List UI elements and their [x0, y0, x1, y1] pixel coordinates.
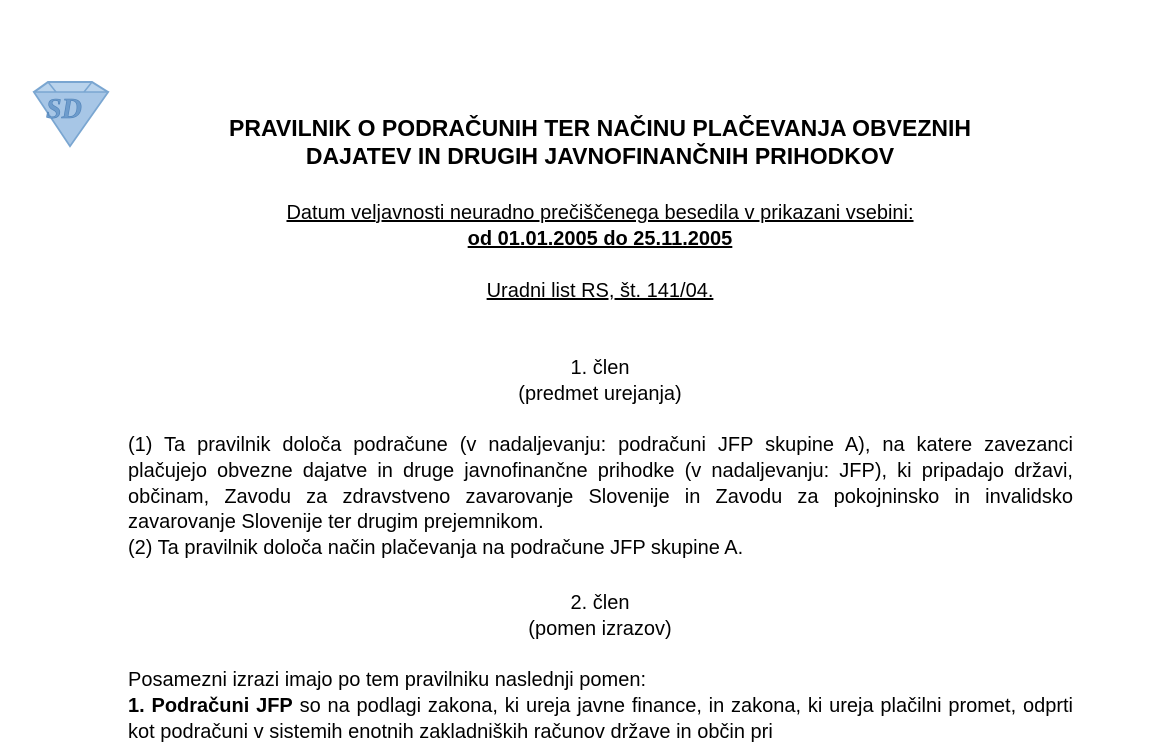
article-1-subtitle: (predmet urejanja): [518, 383, 682, 405]
article-1-number: 1. člen: [570, 357, 630, 379]
article-2-item-1: [128, 694, 1073, 743]
article-1-body: [128, 433, 1073, 562]
article-1-paragraph-2: (2) Ta pravilnik določa način plačevanja na podračune JFP skupine A.: [128, 537, 744, 560]
article-2-item-1-text: so na podlagi zakona, ki ureja javne finance, in zakona, ki ureja plačilni promet, odprti kot podračuni v sistemih enotnih zakladniških računov države in občin pri: [128, 694, 1073, 743]
document-title-line-2: DAJATEV IN DRUGIH JAVNOFINANČNIH PRIHODKOV: [305, 143, 895, 169]
article-2-intro: Posamezni izrazi imajo po tem pravilniku naslednji pomen:: [128, 669, 647, 691]
document-title-line-1: PRAVILNIK O PODRAČUNIH TER NAČINU PLAČEVANJA OBVEZNIH: [229, 115, 971, 141]
logo-text: SD: [46, 94, 82, 125]
article-2-number: 2. člen: [570, 592, 630, 614]
article-2-body: [128, 668, 1073, 743]
validity-range: od 01.01.2005 do 25.11.2005: [467, 228, 733, 250]
official-gazette-reference: Uradni list RS, št. 141/04.: [486, 280, 714, 302]
article-2-item-1-term: 1. Podračuni JFP: [128, 694, 293, 717]
article-2-subtitle: (pomen izrazov): [528, 618, 672, 640]
validity-label: Datum veljavnosti neuradno prečiščenega besedila v prikazani vsebini:: [286, 202, 914, 224]
article-1-paragraph-1: (1) Ta pravilnik določa podračune (v nadaljevanju: podračuni JFP skupine A), na katere zavezanci plačujejo obvezne dajatve in druge javnofinančne prihodke (v nadaljevanju: JFP), ki pripadajo državi, občinam, Zavodu za zdravstveno zavarovanje Slovenije in Zavodu za pokojninsko in invalidsko zavarovanje Slovenije ter drugim prejemnikom.: [128, 434, 1073, 534]
